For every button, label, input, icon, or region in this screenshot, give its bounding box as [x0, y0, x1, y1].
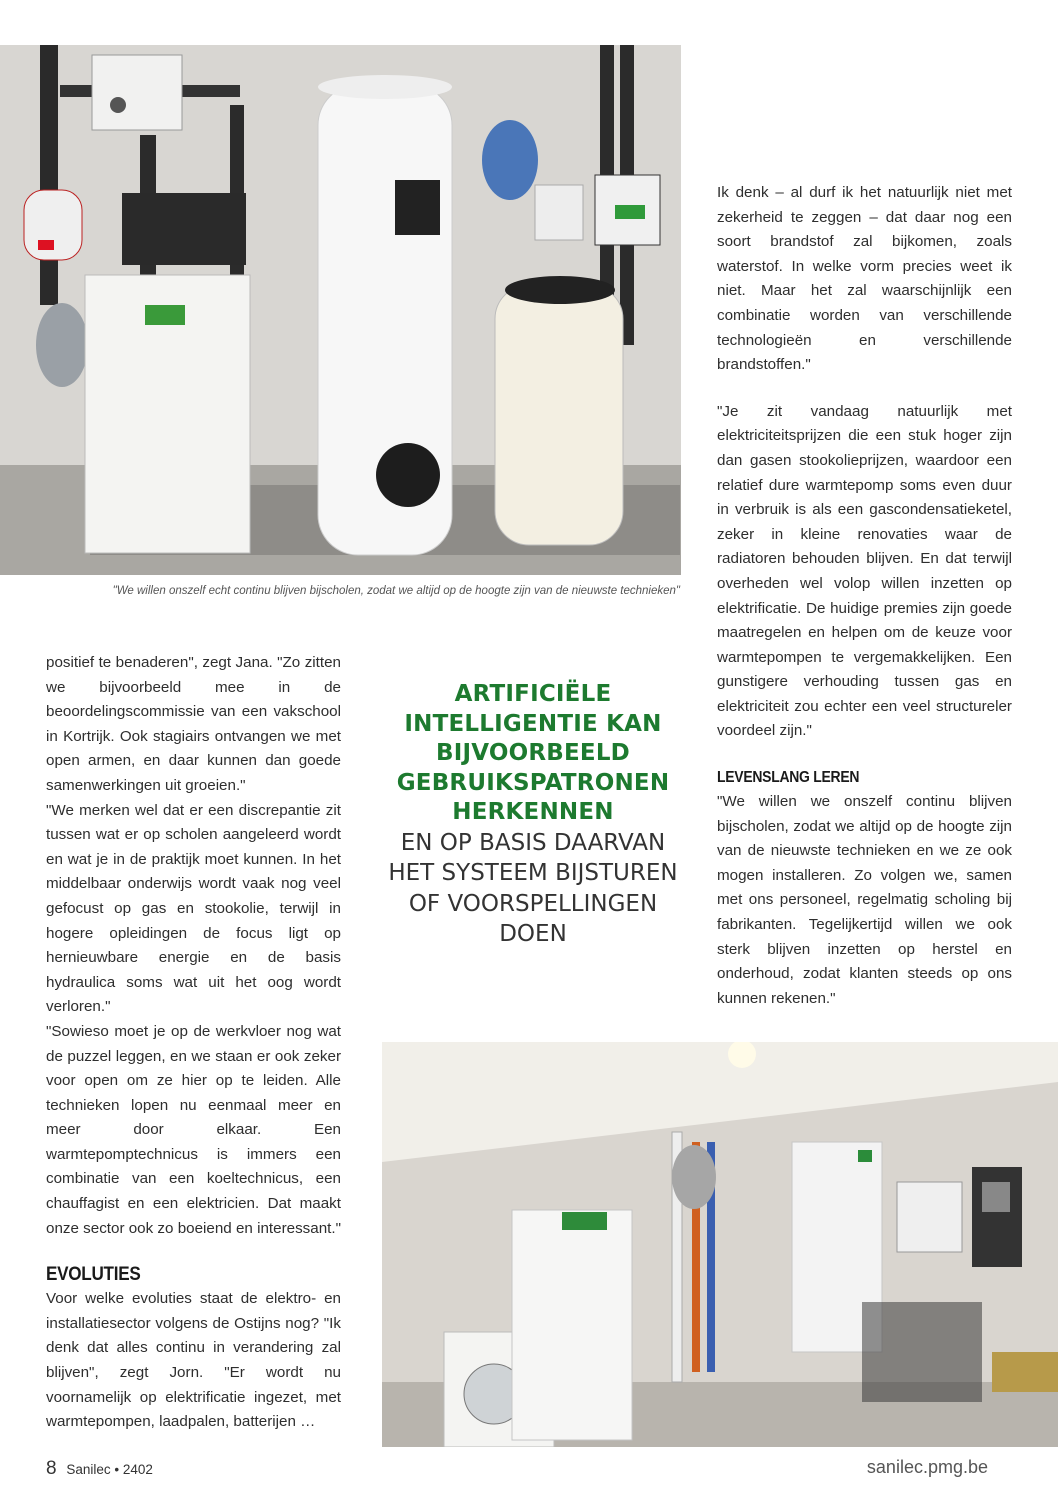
left-paragraph-1: positief te benaderen", zegt Jana. "Zo zitten we bijvoorbeeld mee in de beoordelingscommissie van een vakschool in Kortrijk. Ook stagiairs ontvangen we met open armen, en daar kunnen dan goede samenwerkingen uit groeien."	[46, 654, 341, 794]
magazine-issue: Sanilec • 2402	[66, 1462, 153, 1477]
section-heading-levenslang-leren: LEVENSLANG LEREN	[717, 769, 860, 787]
pull-quote-highlight: ARTIFICIËLE INTELLIGENTIE KAN BIJVOORBEELD GEBRUIKSPATRONEN HERKENNEN	[396, 681, 670, 825]
footer-left	[46, 1458, 153, 1480]
pull-quote-continuation: EN OP BASIS DAARVAN HET SYSTEEM BIJSTUREN OF VOORSPELLINGEN DOEN	[388, 829, 678, 947]
page-number: 8	[46, 1458, 57, 1479]
left-text-column	[46, 651, 341, 1435]
heat-pump-room-photo	[382, 1042, 1058, 1447]
right-paragraph-2: "Je zit vandaag natuurlijk met elektriciteitsprijzen die een stuk hoger zijn dan gasen stookolieprijzen, waardoor een relatief dure warmtepomp soms even duur in verbruik is als een gascondensatieketel, zeker in kleine renovaties waar de radiatoren behouden blijven. En dat terwijl overheden wel volop willen inzetten op elektrificatie. De huidige premies zijn goede maatregelen en helpen om de keuze voor warmtepompen te vergemakkelijken. Een gunstigere verhouding tussen gas en elektriciteit zou echter een veel structureler voordeel zijn."	[717, 402, 1012, 740]
left-paragraph-2: "We merken wel dat er een discrepantie zit tussen wat er op scholen aangeleerd wordt en wat je in de praktijk moet kunnen. In het middelbaar onderwijs wordt vaak nog veel gefocust op gas en stookolie, terwijl in hogere opleidingen de focus ligt op hernieuwbare energie en de basis hydraulica soms wat uit het oog wordt verloren."	[46, 801, 341, 1016]
pull-quote	[385, 680, 681, 950]
left-paragraph-4: Voor welke evoluties staat de elektro- en installatiesector volgens de Ostijns nog? "Ik denk dat alles continu in verandering zal blijven", zegt Jorn. "Er wordt nu voornamelijk op elektrificatie ingezet, met warmtepompen, laadpalen, batterijen …	[46, 1290, 341, 1431]
website-link[interactable]: sanilec.pmg.be	[866, 1457, 988, 1477]
right-paragraph-1: Ik denk – al durf ik het natuurlijk niet met zekerheid te zeggen – dat daar nog een soort brandstof zal bijkomen, zoals waterstof. In welke vorm precies weet ik niet. Maar het zal waarschijnlijk een combinatie worden van verschillende technologieën en verschillende brandstoffen."	[717, 184, 1012, 374]
boiler-room-photo	[0, 45, 681, 575]
section-heading-evoluties: EVOLUTIES	[46, 1264, 141, 1286]
left-paragraph-3: "Sowieso moet je op de werkvloer nog wat de puzzel leggen, en we staan er ook zeker voor open om ze hier op te leiden. Alle technieken lopen nu eenmaal meer en meer door elkaar. Een warmtepomptechnicus is immers een combinatie van een koeltechnicus, een chauffagist en een elektricien. Dat maakt onze sector ook zo boeiend en interessant."	[46, 1022, 341, 1237]
right-text-column	[717, 181, 1012, 1011]
photo-caption: "We willen onszelf echt continu blijven bijscholen, zodat we altijd op de hoogte zijn van de nieuwste technieken"	[112, 585, 680, 597]
right-paragraph-3: "We willen we onszelf continu blijven bijscholen, zodat we altijd op de hoogte zijn van de nieuwste technieken en we ze ook mogen installeren. Zo volgen we, samen met ons personeel, regelmatig scholing bij fabrikanten. Tegelijkertijd willen we ook sterk blijven inzetten op herstel en onderhoud, zodat klanten steeds op ons kunnen rekenen."	[717, 793, 1012, 1007]
